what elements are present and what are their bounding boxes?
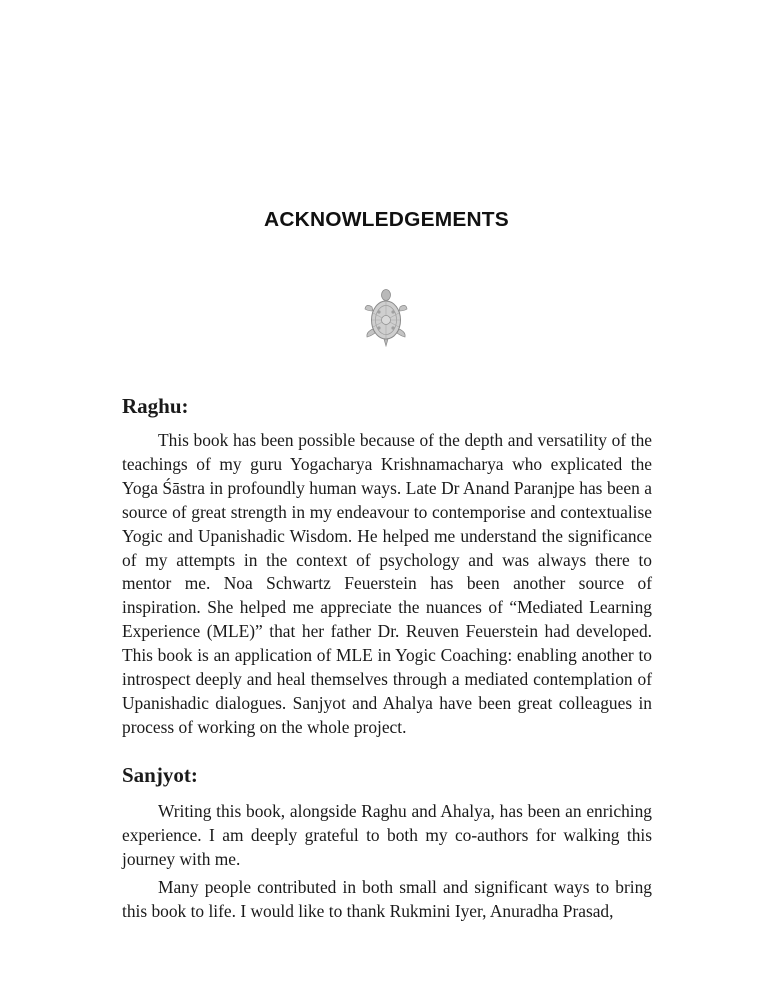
turtle-icon bbox=[363, 289, 409, 347]
paragraph-raghu: This book has been possible because of the depth and versatility of the teachings of my guru Yogacharya Krishnamacharya who explicated the Yoga Śāstra in profoundly human ways. Late Dr Anand Paranjpe has been a source of great strength in my endeavour to contemporise and contextualise Yogic and Upanishadic Wisdom. He helped me understand the significance of my attempts in the context of psychology and was always there to mentor me. Noa Schwartz Feuerstein has been another source of inspiration. She helped me appreciate the nuances of “Mediated Learning Experience (MLE)” that her father Dr. Reuven Feuerstein had developed. This book is an application of MLE in Yogic Coaching: enabling another to introspect deeply and heal themselves through a mediated contemplation of Upanishadic dialogues. Sanjyot and Ahalya have been great colleagues in process of working on the whole project. bbox=[122, 430, 652, 737]
section-heading-raghu: Raghu: bbox=[122, 394, 189, 418]
paragraph-sanjyot-1: Writing this book, alongside Raghu and Ahalya, has been an enriching experience. I am deeply grateful to both my co-authors for walking this journey with me. bbox=[122, 801, 652, 869]
section-heading-sanjyot: Sanjyot: bbox=[122, 763, 198, 787]
paragraph-sanjyot-2: Many people contributed in both small and significant ways to bring this book to life. I would like to thank Rukmini Iyer, Anuradha Prasad, bbox=[122, 877, 652, 921]
page-title: ACKNOWLEDGEMENTS bbox=[264, 208, 509, 231]
